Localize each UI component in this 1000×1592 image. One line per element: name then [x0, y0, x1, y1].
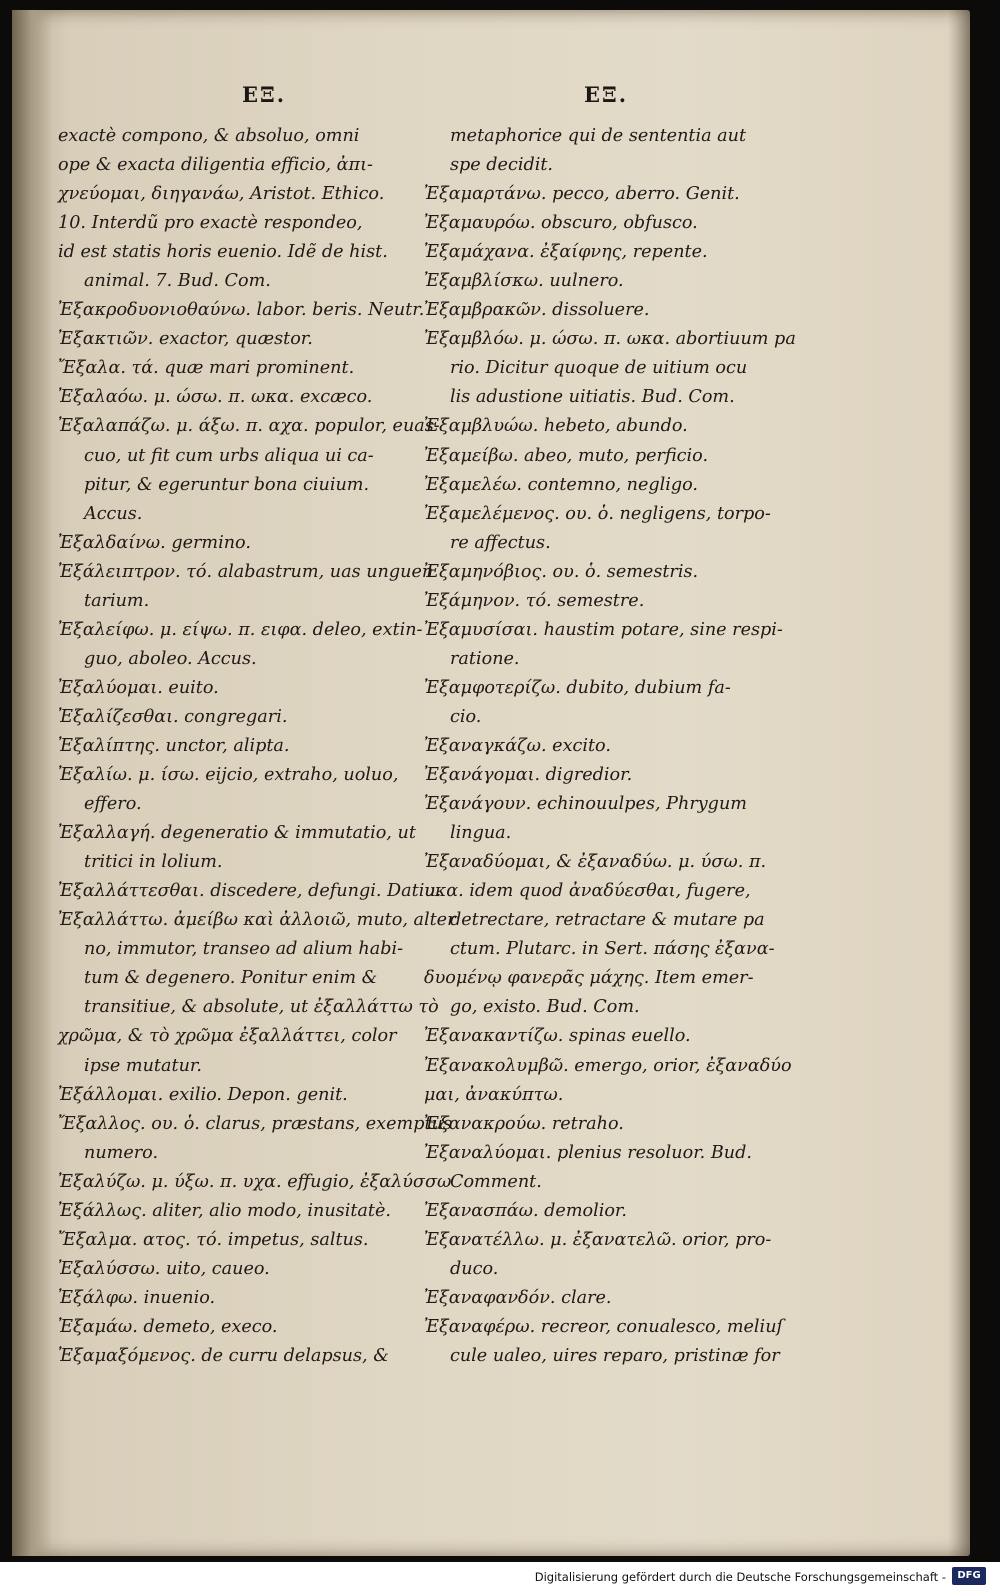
- text-line: Ἐξάμηνον. τό. semestre.: [424, 590, 645, 611]
- digitization-footer: [0, 1562, 1000, 1592]
- text-line: pitur, & egeruntur bona ciuium.: [84, 474, 370, 495]
- text-line: 10. Interdũ pro exactè respondeo,: [58, 213, 363, 234]
- text-line: Ἐξαμάχανα. ἐξαίφνης, repente.: [424, 242, 708, 263]
- text-line: Ἐξαμυσίσαι. haustim potare, sine respi-: [424, 619, 783, 640]
- text-line: Ἐξαμελέω. contemno, negligo.: [424, 474, 699, 495]
- left-column-header: ΕΞ.: [242, 82, 287, 107]
- text-line: Ἐξαλλάττω. ἀμείβω καὶ ἀλλοιῶ, muto, alter: [58, 910, 456, 931]
- text-line: Ἐξανακρούω. retraho.: [424, 1113, 624, 1134]
- text-line: re affectus.: [450, 532, 551, 553]
- text-line: Ἐξαμβλυώω. hebeto, abundo.: [424, 416, 688, 437]
- text-line: Ἐξαλίπτης. unctor, alipta.: [58, 735, 290, 756]
- text-line: Ἐξανακαντίζω. spinas euello.: [424, 1026, 691, 1047]
- text-line: numero.: [84, 1142, 159, 1163]
- text-line: Ἐξαμβλόω. μ. ώσω. π. ωκα. abortiuum pa: [424, 329, 796, 350]
- text-line: Ἐξανακολυμβῶ. emergo, orior, ἐξαναδύο: [424, 1055, 792, 1076]
- text-line: rio. Dicitur quoque de uitium ocu: [450, 358, 748, 379]
- text-line: Ἐξαλαπάζω. μ. άξω. π. αχα. populor, euas-: [58, 416, 440, 437]
- text-line: Ἐξαλλαγή. degeneratio & immutatio, ut: [58, 823, 416, 844]
- text-line: Ἐξάλλως. aliter, alio modo, inusitatè.: [58, 1200, 391, 1221]
- text-line: δυομένῳ φανερᾶς μάχης. Item emer-: [424, 968, 754, 989]
- text-line: Ἐξαμηνόβιος. ου. ὁ. semestris.: [424, 561, 699, 582]
- text-line: ratione.: [450, 648, 520, 669]
- text-line: cuo, ut fit cum urbs aliqua ui ca-: [84, 445, 374, 466]
- text-line: Ἐξάλειπτρον. τό. alabastrum, uas unguen: [58, 561, 434, 582]
- text-line: tarium.: [84, 590, 150, 611]
- text-line: Comment.: [450, 1171, 542, 1192]
- text-line: spe decidit.: [450, 155, 554, 176]
- text-line: Ἐξαμείβω. abeo, muto, perficio.: [424, 445, 709, 466]
- text-line: detrectare, retractare & mutare pa: [450, 910, 765, 931]
- text-line: Ἐξαμάω. demeto, execo.: [58, 1316, 278, 1337]
- text-line: Ἔξαλμα. ατος. τό. impetus, saltus.: [58, 1229, 369, 1250]
- text-line: effero.: [84, 794, 142, 815]
- text-line: Ἐξαναφανδόν. clare.: [424, 1287, 612, 1308]
- text-line: Ἐξαναδύομαι, & ἐξαναδύω. μ. ύσω. π.: [424, 852, 767, 873]
- text-line: lingua.: [450, 823, 512, 844]
- text-line: guo, aboleo. Accus.: [84, 648, 257, 669]
- text-line: Ἐξακτιῶν. exactor, quæstor.: [58, 329, 313, 350]
- text-line: Ἐξαλδαίνω. germino.: [58, 532, 251, 553]
- text-line: tum & degenero. Ponitur enim &: [84, 968, 378, 989]
- dfg-logo: DFG: [952, 1567, 986, 1585]
- text-line: Ἐξαμβρακῶν. dissoluere.: [424, 300, 650, 321]
- text-line: Ἐξάλλομαι. exilio. Depon. genit.: [58, 1084, 348, 1105]
- text-line: cio.: [450, 706, 482, 727]
- text-line: Ἐξαλλάττεσθαι. discedere, defungi. Datiu.: [58, 881, 442, 902]
- text-line: Ἐξαλίζεσθαι. congregari.: [58, 706, 288, 727]
- text-line: tritici in lolium.: [84, 852, 223, 873]
- text-line: Ἐξαμφοτερίζω. dubito, dubium fa-: [424, 677, 731, 698]
- text-line: id est statis horis euenio. Idẽ de hist.: [58, 242, 388, 263]
- text-line: Ἐξαναλύομαι. plenius resoluor. Bud.: [424, 1142, 752, 1163]
- text-line: lis adustione uitiatis. Bud. Com.: [450, 387, 735, 408]
- text-line: metaphorice qui de sententia aut: [450, 126, 747, 146]
- text-line: Ἐξαναγκάζω. excito.: [424, 735, 611, 756]
- text-line: Ἐξαναφέρω. recreor, conualesco, meliuſ: [424, 1316, 784, 1337]
- right-column-header: ΕΞ.: [584, 82, 629, 107]
- text-line: χρῶμα, & τὸ χρῶμα ἐξαλλάττει, color: [58, 1026, 397, 1047]
- text-line: Ἐξαμαυρόω. obscuro, obfusco.: [424, 213, 698, 234]
- text-line: Ἐξαλείφω. μ. είψω. π. ειφα. deleo, extin-: [58, 619, 423, 640]
- text-line: Ἐξανάγομαι. digredior.: [424, 765, 633, 786]
- text-line: Ἐξαλύομαι. euito.: [58, 677, 219, 698]
- text-line: Ἔξαλλος. ου. ὁ. clarus, præstans, exemptus: [58, 1113, 452, 1134]
- text-line: no, immutor, transeo ad alium habi-: [84, 939, 404, 960]
- text-line: υκα. idem quod ἀναδύεσθαι, fugere,: [424, 881, 751, 902]
- text-line: Ἐξαλαόω. μ. ώσω. π. ωκα. excæco.: [58, 387, 373, 408]
- text-line: Ἐξαμελέμενος. ου. ὁ. negligens, torpo-: [424, 503, 771, 524]
- right-text-column: [424, 122, 796, 1371]
- text-line: Accus.: [84, 503, 143, 524]
- text-line: Ἐξαλύζω. μ. ύξω. π. υχα. effugio, ἐξαλύσσω: [58, 1171, 452, 1192]
- text-line: Ἐξαμαρτάνω. pecco, aberro. Genit.: [424, 184, 740, 205]
- book-page: [12, 10, 970, 1556]
- page-gutter: [12, 10, 52, 1556]
- text-line: animal. 7. Bud. Com.: [84, 271, 271, 292]
- text-line: go, existo. Bud. Com.: [450, 997, 640, 1018]
- text-line: ctum. Plutarc. in Sert. πάσης ἐξανα-: [450, 939, 775, 960]
- text-line: Ἐξανάγουν. echinouulpes, Phrygum: [424, 794, 747, 815]
- text-line: Ἐξακροδυονιοθαύνω. labor. beris. Neutr.: [58, 300, 425, 321]
- left-text-column: [58, 122, 456, 1371]
- text-line: Ἐξαμβλίσκω. uulnero.: [424, 271, 624, 292]
- text-line: ipse mutatur.: [84, 1055, 202, 1076]
- text-line: cule ualeo, uires reparo, pristinæ for: [450, 1345, 780, 1366]
- text-line: duco.: [450, 1258, 499, 1279]
- funding-credit: Digitalisierung gefördert durch die Deutsche Forschungsgemeinschaft -: [534, 1570, 946, 1584]
- text-line: Ἐξανατέλλω. μ. ἐξανατελῶ. orior, pro-: [424, 1229, 772, 1250]
- text-line: Ἐξαλίω. μ. ίσω. eijcio, extraho, uoluo,: [58, 765, 399, 786]
- text-line: Ἔξαλα. τά. quæ mari prominent.: [58, 358, 355, 379]
- text-line: ope & exacta diligentia efficio, ἀπι-: [58, 155, 373, 176]
- text-line: exactè compono, & absoluo, omni: [58, 126, 360, 146]
- text-line: μαι, ἀνακύπτω.: [424, 1084, 564, 1105]
- text-line: transitiue, & absolute, ut ἐξαλλάττω τὸ: [84, 997, 439, 1018]
- text-line: χνεύομαι, διηγανάω, Aristot. Ethico.: [58, 184, 385, 205]
- text-line: Ἐξανασπάω. demolior.: [424, 1200, 628, 1221]
- text-line: Ἐξαλύσσω. uito, caueo.: [58, 1258, 270, 1279]
- text-line: Ἐξάλφω. inuenio.: [58, 1287, 216, 1308]
- text-line: Ἐξαμαξόμενος. de curru delapsus, &: [58, 1345, 389, 1366]
